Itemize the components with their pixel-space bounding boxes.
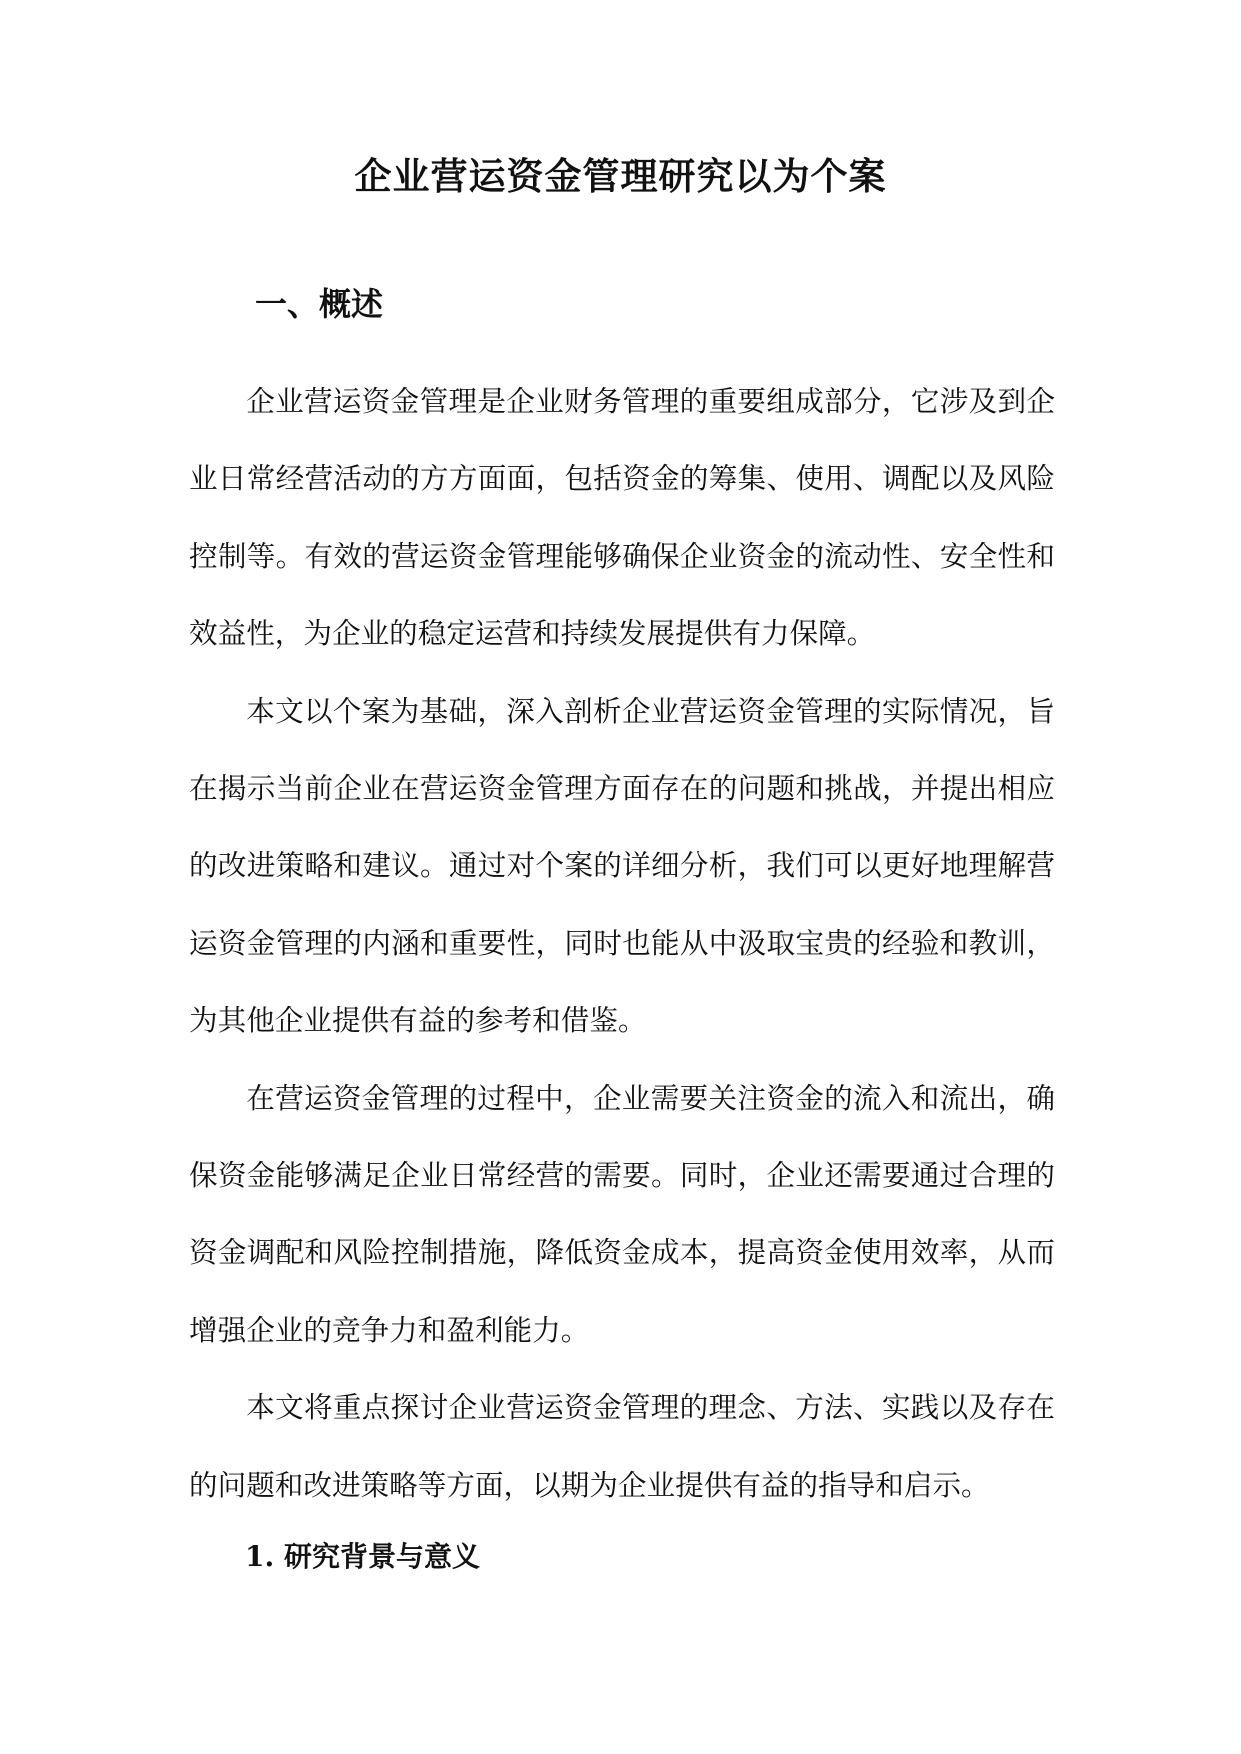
section-heading-overview: 一、概述 — [255, 285, 384, 323]
paragraph: 企业营运资金管理是企业财务管理的重要组成部分，它涉及到企业日常经营活动的方方面面，包括资金的筹集、使用、调配以及风险控制等。有效的营运资金管理能够确保企业资金的流动性、安全性和效益性，为企业的稳定运营和持续发展提供有力保障。 — [189, 384, 1055, 651]
paragraph: 本文以个案为基础，深入剖析企业营运资金管理的实际情况，旨在揭示当前企业在营运资金管理方面存在的问题和挑战，并提出相应的改进策略和建议。通过对个案的详细分析，我们可以更好地理解营运资金管理的内涵和重要性，同时也能从中汲取宝贵的经验和教训，为其他企业提供有益的参考和借鉴。 — [189, 693, 1055, 1038]
document-title: 企业营运资金管理研究以为个案 — [354, 154, 887, 198]
paragraph: 在营运资金管理的过程中，企业需要关注资金的流入和流出，确保资金能够满足企业日常经营的需要。同时，企业还需要通过合理的资金调配和风险控制措施，降低资金成本，提高资金使用效率，从而增强企业的竞争力和盈利能力。 — [189, 1080, 1055, 1347]
paragraph: 本文将重点探讨企业营运资金管理的理念、方法、实践以及存在的问题和改进策略等方面，以期为企业提供有益的指导和启示。 — [189, 1390, 1055, 1502]
subsection-heading-background: 1. 研究背景与意义 — [245, 1540, 480, 1573]
body-text — [189, 363, 1055, 1524]
